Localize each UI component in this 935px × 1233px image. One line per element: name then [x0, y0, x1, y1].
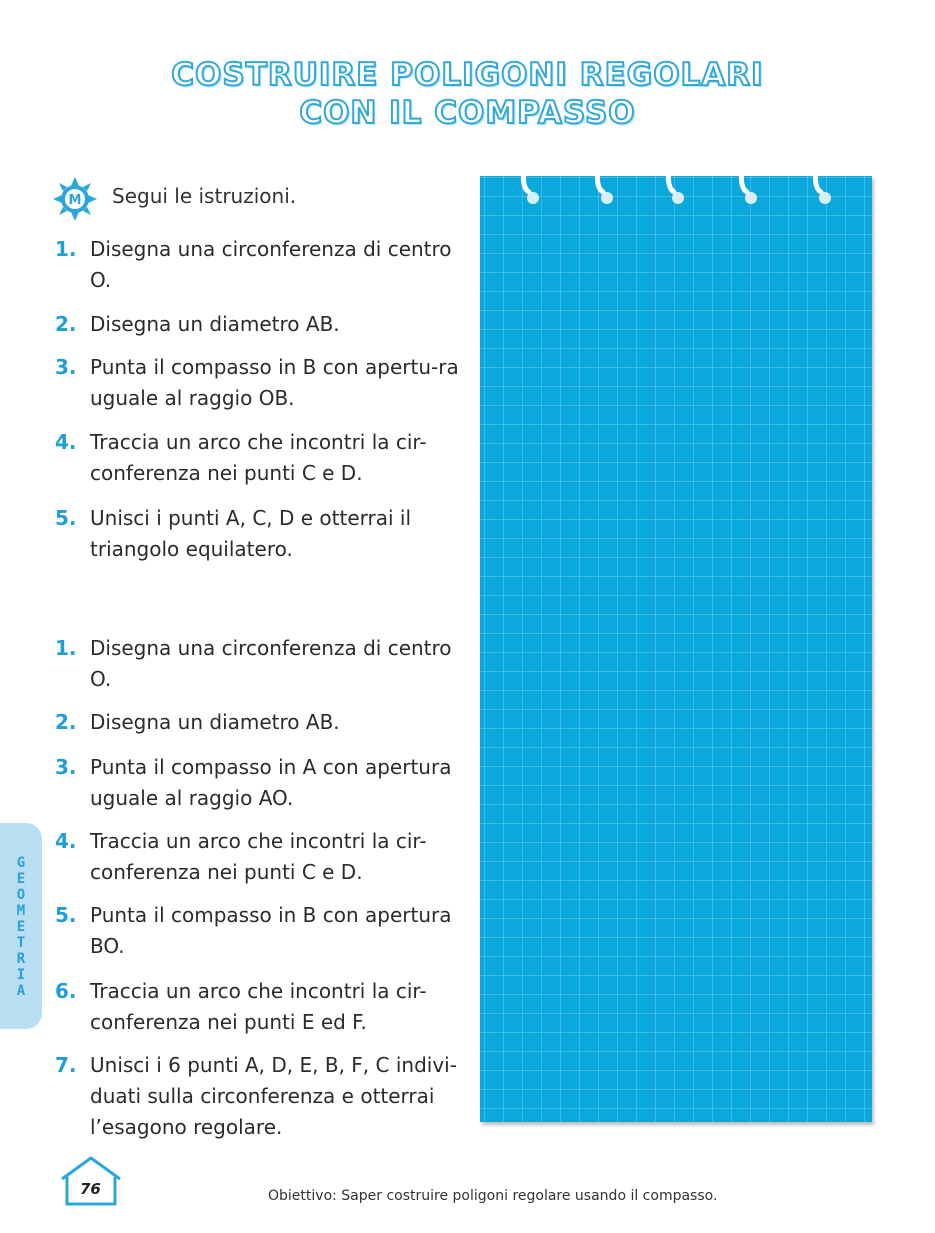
hexagon-step-7: [55, 1050, 465, 1143]
step-number: 3.: [55, 755, 77, 779]
step-text: Punta il compasso in B con apertu-ra uguale al raggio OB.: [90, 355, 459, 410]
spiral-ring-icon: [515, 158, 545, 210]
step-text: Punta il compasso in A con apertura uguale al raggio AO.: [90, 755, 452, 810]
side-tab-letter: E: [16, 871, 26, 887]
step-text: Disegna una circonferenza di centro O.: [90, 636, 452, 691]
step-text: Disegna un diametro AB.: [90, 312, 340, 336]
page-title-line1: COSTRUIRE POLIGONI REGOLARI: [171, 57, 764, 93]
hexagon-step-4: [55, 826, 465, 888]
step-number: 2.: [55, 710, 77, 734]
side-tab-letter: O: [16, 887, 26, 903]
step-text: Disegna un diametro AB.: [90, 710, 340, 734]
math-badge-icon: [53, 177, 97, 221]
step-number: 3.: [55, 355, 77, 379]
hexagon-step-5: [55, 900, 465, 962]
step-text: Punta il compasso in B con apertura BO.: [90, 903, 452, 958]
step-number: 5.: [55, 903, 77, 927]
spiral-ring-icon: [589, 158, 619, 210]
side-tab-letter: G: [16, 855, 26, 871]
triangle-step-2: [55, 309, 465, 340]
step-number: 6.: [55, 979, 77, 1003]
side-tab-letter: A: [16, 983, 26, 999]
hexagon-step-6: [55, 976, 465, 1038]
side-tab-letter: R: [16, 951, 26, 967]
step-number: 1.: [55, 237, 77, 261]
spiral-ring-icon: [733, 158, 763, 210]
grid-notebook: [480, 176, 872, 1122]
step-text: Disegna una circonferenza di centro O.: [90, 237, 452, 292]
step-number: 1.: [55, 636, 77, 660]
badge-letter: M: [68, 193, 82, 208]
side-tab-letter: E: [16, 919, 26, 935]
step-text: Unisci i punti A, C, D e otterrai il triangolo equilatero.: [90, 506, 412, 561]
spiral-ring-icon: [807, 158, 837, 210]
triangle-step-3: [55, 352, 465, 414]
grid-lines: [480, 176, 872, 1122]
instructions-intro: Segui le istruzioni.: [112, 184, 297, 208]
triangle-step-4: [55, 427, 465, 489]
spiral-ring-icon: [660, 158, 690, 210]
triangle-step-1: [55, 234, 465, 296]
step-text: Unisci i 6 punti A, D, E, B, F, C indivi-duati sulla circonferenza e otterrai l’esagono regolare.: [90, 1053, 457, 1139]
hexagon-step-2: [55, 707, 465, 738]
step-number: 5.: [55, 506, 77, 530]
step-text: Traccia un arco che incontri la cir-conferenza nei punti C e D.: [90, 829, 427, 884]
side-tab-letter: I: [16, 967, 26, 983]
triangle-step-5: [55, 503, 465, 565]
step-number: 7.: [55, 1053, 77, 1077]
side-tab-letter: M: [16, 903, 26, 919]
step-text: Traccia un arco che incontri la cir-conferenza nei punti E ed F.: [90, 979, 427, 1034]
side-tab-letter: T: [16, 935, 26, 951]
section-side-tab: [0, 823, 42, 1029]
step-number: 2.: [55, 312, 77, 336]
step-number: 4.: [55, 430, 77, 454]
page-number: 76: [80, 1180, 101, 1198]
hexagon-step-3: [55, 752, 465, 814]
side-tab-label: [11, 855, 31, 999]
learning-objective: Obiettivo: Saper costruire poligoni regolare usando il compasso.: [268, 1188, 718, 1204]
hexagon-step-1: [55, 633, 465, 695]
step-text: Traccia un arco che incontri la cir-conferenza nei punti C e D.: [90, 430, 427, 485]
page-title-line2: CON IL COMPASSO: [299, 95, 636, 131]
step-number: 4.: [55, 829, 77, 853]
